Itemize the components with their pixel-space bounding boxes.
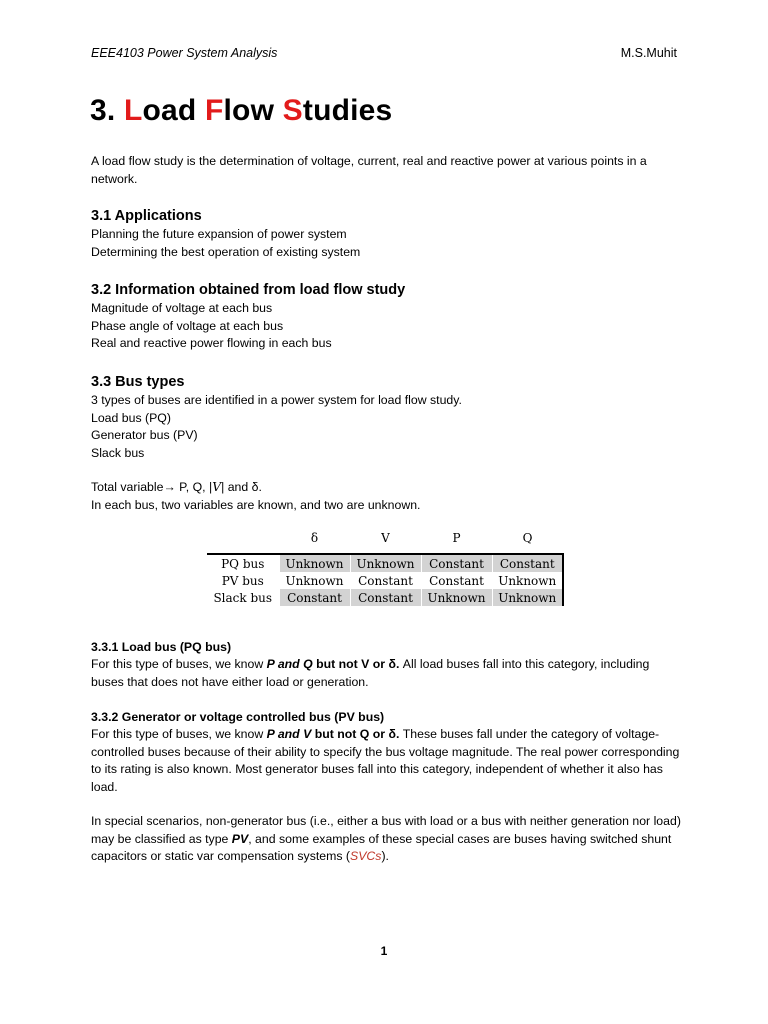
known-unknown-line: In each bus, two variables are known, and two are unknown. — [91, 497, 421, 512]
section-3-3-2-body — [91, 726, 681, 796]
section-3-2-body — [91, 300, 681, 353]
row-label: Slack bus — [213, 590, 273, 605]
section-3-3-body — [91, 392, 681, 462]
page-number: 1 — [380, 944, 388, 958]
section-3-3-1-heading: 3.3.1 Load bus (PQ bus) — [91, 640, 232, 654]
body-text: ). — [381, 849, 389, 864]
title-letter-l: L — [123, 94, 143, 127]
special-scenarios-paragraph — [91, 813, 681, 866]
total-variable-v: V — [212, 480, 222, 494]
intro-paragraph: A load flow study is the determination of voltage, current, real and reactive power at various points in a network. — [91, 154, 647, 186]
total-variable-prefix: Total variable→ P, Q, | — [91, 480, 213, 494]
list-item: Determining the best operation of existing system — [91, 244, 361, 259]
table-cell: Constant — [350, 572, 421, 589]
list-item: Slack bus — [91, 445, 145, 460]
header-course: EEE4103 Power System Analysis — [91, 46, 278, 60]
title-part-low: low — [223, 94, 283, 127]
svc-text: SVCs — [350, 849, 382, 864]
list-item: Phase angle of voltage at each bus — [91, 318, 284, 333]
section-3-3-heading: 3.3 Bus types — [91, 374, 185, 390]
row-label: PQ bus — [207, 554, 279, 572]
table-cell: Unknown — [421, 589, 492, 606]
column-header: Q — [522, 531, 533, 545]
table-cell: Constant — [421, 554, 492, 572]
table-cell: Unknown — [492, 572, 563, 589]
emphasis-text: PV — [231, 831, 249, 846]
table-cell: Constant — [421, 572, 492, 589]
table-cell: Unknown — [279, 572, 350, 589]
section-3-1-heading: 3.1 Applications — [91, 208, 202, 224]
body-text: These buses fall under the category of voltage-controlled buses because of their ability to specify the bus voltage magnitude. The real power corresponding to its rating is also known. Most generator buses fall into this category, independent of whether it also has load. — [91, 727, 680, 794]
title-part-tudies: tudies — [302, 94, 393, 127]
column-header: P — [452, 531, 461, 545]
table-row — [207, 589, 563, 606]
table-cell: Constant — [492, 554, 563, 572]
total-variable-suffix: | and δ. — [221, 480, 262, 494]
list-item: Magnitude of voltage at each bus — [91, 301, 273, 315]
emphasis-text: but not V or δ. — [312, 657, 400, 671]
table-cell: Unknown — [350, 554, 421, 572]
body-text: For this type of buses, we know — [91, 657, 267, 671]
list-item: Generator bus (PV) — [91, 428, 198, 443]
emphasis-text: P and V — [266, 727, 312, 741]
body-text: In special scenarios, non-generator bus (i.e., either a bus with load or a bus with neither generation nor load) may be classified as type — [91, 814, 681, 846]
table-corner-cell — [207, 531, 279, 554]
section-3-3-1-body — [91, 656, 681, 691]
table-cell: Constant — [350, 589, 421, 606]
body-text: , and some examples of these special cases are buses having switched shunt capacitors or static var compensation systems ( — [91, 831, 672, 864]
table-header-row — [207, 531, 563, 554]
title-letter-f: F — [204, 94, 224, 127]
column-header: δ — [310, 531, 319, 545]
header-author: M.S.Muhit — [620, 46, 677, 60]
table-row — [207, 572, 563, 589]
list-item: 3 types of buses are identified in a power system for load flow study. — [91, 393, 462, 407]
emphasis-text: P and Q — [266, 657, 313, 671]
table-cell: Unknown — [279, 554, 350, 572]
list-item: Planning the future expansion of power system — [91, 227, 347, 241]
table-cell: Constant — [279, 589, 350, 606]
section-3-1-body — [91, 226, 681, 261]
title-part-oad: oad — [142, 94, 205, 127]
page-title — [90, 94, 392, 128]
list-item: Real and reactive power flowing in each bus — [91, 336, 332, 351]
list-item: Load bus (PQ) — [91, 410, 171, 425]
section-3-3-2-heading: 3.3.2 Generator or voltage controlled bus (PV bus) — [91, 710, 385, 724]
emphasis-text: but not Q or δ. — [311, 727, 400, 741]
row-label: PV bus — [221, 573, 264, 588]
table-row — [207, 554, 563, 572]
title-letter-s: S — [282, 94, 303, 127]
total-variable-text — [91, 479, 681, 514]
bus-types-table — [207, 531, 564, 606]
section-3-2-heading: 3.2 Information obtained from load flow study — [91, 282, 406, 298]
body-text: All load buses fall into this category, including buses that does not have either load or generation. — [91, 657, 650, 689]
table-cell: Unknown — [492, 589, 563, 606]
column-header: V — [381, 531, 390, 545]
body-text: For this type of buses, we know — [91, 727, 267, 741]
title-number: 3. — [90, 94, 124, 127]
